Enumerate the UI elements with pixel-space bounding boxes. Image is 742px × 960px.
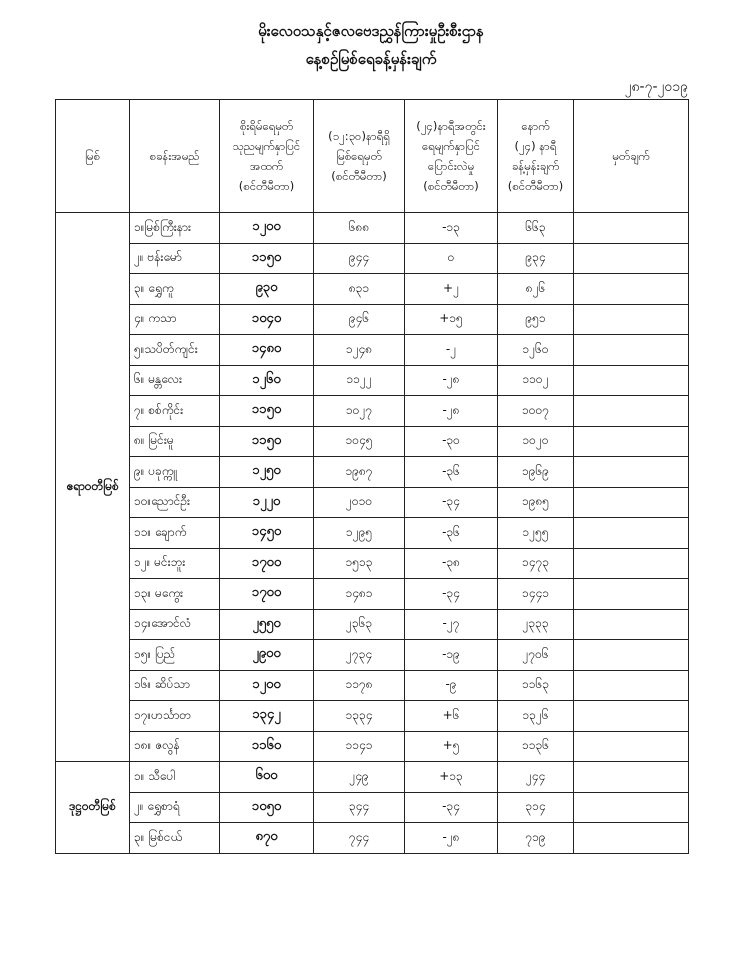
remark-cell [574,670,689,701]
observed-cell: ၁၃၃၄ [314,701,405,732]
observed-cell: ၂၄၉ [314,762,405,793]
danger-cell: ၉၃၀ [220,274,314,305]
observed-cell: ၂၇၃၄ [314,640,405,671]
forecast-cell: ၉၃၄ [498,243,574,274]
danger-cell: ၈၇၀ [220,823,314,854]
change-cell: ၀ [405,243,498,274]
remark-cell [574,548,689,579]
header-line: (စင်တီမီတာ) [238,179,295,193]
observed-cell: ၁၂၄၈ [314,335,405,366]
forecast-cell: ၁၉၆၉ [498,457,574,488]
observed-cell: ၁၀၄၅ [314,426,405,457]
table-row [56,548,689,579]
observed-cell: ၁၀၂၇ [314,396,405,427]
forecast-cell: ၁၁၀၂ [498,365,574,396]
station-cell: ၁။မြစ်ကြီးနား [130,213,220,244]
observed-cell: ၇၄၄ [314,823,405,854]
forecast-cell: ၁၁၃၆ [498,731,574,762]
station-cell: ၁၆။ ဆိပ်သာ [130,670,220,701]
danger-cell: ၁၁၅၀ [220,396,314,427]
forecast-cell: ၁၂၅၅ [498,518,574,549]
forecast-cell: ၇၁၉ [498,823,574,854]
station-cell: ၄။ ကသာ [130,304,220,335]
header-line: (စင်တီမီတာ) [507,179,564,193]
observed-cell: ၁၅၁၃ [314,548,405,579]
table-row [56,701,689,732]
observed-cell: ၁၁၄၁ [314,731,405,762]
change-cell: -၃၆ [405,518,498,549]
table-header-row [56,100,689,213]
observed-cell: ၁၁၇၈ [314,670,405,701]
danger-cell: ၁၂၀၀ [220,670,314,701]
remark-cell [574,487,689,518]
table-row [56,518,689,549]
column-header-change [405,100,498,213]
remark-cell [574,762,689,793]
danger-cell: ၁၇၀၀ [220,579,314,610]
remark-cell [574,243,689,274]
change-cell: -၁၉ [405,640,498,671]
remark-cell [574,823,689,854]
observed-cell: ၉၄၄ [314,243,405,274]
column-header-remark: မှတ်ချက် [574,100,689,213]
header-line: (၂၄) နာရီ [514,139,557,153]
remark-cell [574,731,689,762]
column-header-danger [220,100,314,213]
danger-cell: ၁၂၅၀ [220,457,314,488]
table-row [56,396,689,427]
forecast-cell: ၆၆၃ [498,213,574,244]
change-cell: +၂ [405,274,498,305]
table-body [56,213,689,854]
station-cell: ၁၇။ဟင်္သာတ [130,701,220,732]
forecast-cell: ၁၁၆၃ [498,670,574,701]
danger-cell: ၁၄၅၀ [220,518,314,549]
observed-cell: ၉၄၆ [314,304,405,335]
danger-cell: ၂၉၀၀ [220,640,314,671]
change-cell: -၂၈ [405,365,498,396]
table-row [56,365,689,396]
station-cell: ၂။ ရွှေစာရံ [130,792,220,823]
remark-cell [574,365,689,396]
header-line: (၂၄)နာရီအတွင်း [416,119,486,133]
remark-cell [574,396,689,427]
table-row [56,304,689,335]
table-row [56,640,689,671]
station-cell: ၁၁။ ချောက် [130,518,220,549]
danger-cell: ၁၂၀၀ [220,213,314,244]
table-row [56,213,689,244]
danger-cell: ၂၅၅၀ [220,609,314,640]
forecast-table [55,99,689,854]
change-cell: -၃၄ [405,487,498,518]
station-cell: ၆။ မန္တလေး [130,365,220,396]
header-line: (၁၂:၃၀)နာရီရှိ [328,129,390,143]
column-header-river: မြစ် [56,100,130,213]
river-name-cell: ဧရာဝတီမြစ် [56,213,130,762]
table-row [56,609,689,640]
change-cell: -၉ [405,670,498,701]
table-row [56,487,689,518]
observed-cell: ၃၄၄ [314,792,405,823]
remark-cell [574,792,689,823]
table-row [56,762,689,793]
danger-cell: ၁၂၆၀ [220,365,314,396]
danger-cell: ၁၂၂၀ [220,487,314,518]
change-cell: -၂ [405,335,498,366]
table-row [56,457,689,488]
remark-cell [574,213,689,244]
table-row [56,335,689,366]
document-title: မိုးလေဝသနှင့်ဇလဗေဒညွှန်ကြားမှုဦးစီးဌာန [258,22,484,40]
danger-cell: ၁၄၈၀ [220,335,314,366]
table-row [56,243,689,274]
header-line: (စင်တီမီတာ) [331,169,387,183]
station-cell: ၁၄။အောင်လံ [130,609,220,640]
station-cell: ၅။သပိတ်ကျင်း [130,335,220,366]
remark-cell [574,304,689,335]
forecast-cell: ၈၂၆ [498,274,574,305]
table-row [56,823,689,854]
danger-cell: ၁၁၅၀ [220,243,314,274]
observed-cell: ၂၃၆၃ [314,609,405,640]
header-line: ခန့်မှန်းချက် [511,159,560,173]
forecast-cell: ၃၁၄ [498,792,574,823]
station-cell: ၇။ စစ်ကိုင်း [130,396,220,427]
danger-cell: ၁၀၄၀ [220,304,314,335]
remark-cell [574,335,689,366]
danger-cell: ၁၀၅၀ [220,792,314,823]
danger-cell: ၁၃၄၂ [220,701,314,732]
forecast-cell: ၁၄၇၃ [498,548,574,579]
observed-cell: ၁၉၈၇ [314,457,405,488]
forecast-cell: ၁၀၀၇ [498,396,574,427]
remark-cell [574,640,689,671]
column-header-observed [314,100,405,213]
change-cell: -၃၄ [405,792,498,823]
forecast-cell: ၁၂၆၀ [498,335,574,366]
station-cell: ၁၅။ ပြည် [130,640,220,671]
forecast-cell: ၂၃၃၃ [498,609,574,640]
forecast-cell: ၁၃၂၆ [498,701,574,732]
observed-cell: ၈၃၁ [314,274,405,305]
remark-cell [574,426,689,457]
change-cell: -၂၇ [405,609,498,640]
change-cell: -၃၆ [405,457,498,488]
table-row [56,792,689,823]
change-cell: +၁၅ [405,304,498,335]
remark-cell [574,579,689,610]
danger-cell: ၁၁၅၀ [220,426,314,457]
document-date: ၂၈-၇-၂၀၁၉ [624,79,688,95]
change-cell: -၁၃ [405,213,498,244]
forecast-cell: ၂၇၀၆ [498,640,574,671]
remark-cell [574,701,689,732]
remark-cell [574,457,689,488]
table-row [56,670,689,701]
station-cell: ၈။ မြင်းမူ [130,426,220,457]
forecast-cell: ၂၄၄ [498,762,574,793]
change-cell: -၃၈ [405,548,498,579]
station-cell: ၃။ မြစ်ငယ် [130,823,220,854]
change-cell: +၁၃ [405,762,498,793]
table-row [56,579,689,610]
station-cell: ၁။ သီပေါ [130,762,220,793]
change-cell: -၂၈ [405,396,498,427]
table-row [56,274,689,305]
header-line: မြစ်ရေမှတ် [336,149,382,163]
forecast-cell: ၉၅၁ [498,304,574,335]
document-subtitle: နေ့စဉ်မြစ်ရေခန့်မှန်းချက် [305,50,437,68]
station-cell: ၁၀။ညောင်ဦး [130,487,220,518]
danger-cell: ၆၀၀ [220,762,314,793]
danger-cell: ၁၁၆၀ [220,731,314,762]
table-row [56,426,689,457]
observed-cell: ၆၈၈ [314,213,405,244]
remark-cell [574,274,689,305]
station-cell: ၂။ ဗန်းမော် [130,243,220,274]
remark-cell [574,518,689,549]
table-row [56,731,689,762]
column-header-station: စခန်းအမည် [130,100,220,213]
header-line: ပြောင်းလဲမှု [427,159,475,173]
forecast-cell: ၁၄၄၁ [498,579,574,610]
river-name-cell: ဒုဋ္ဌဝတီမြစ် [56,762,130,854]
forecast-cell: ၁၀၂၀ [498,426,574,457]
change-cell: -၃၄ [405,579,498,610]
header-line: ရေမျက်နှာပြင် [421,139,481,153]
header-line: သုညမျက်နှာပြင် [232,139,301,153]
station-cell: ၉။ ပခုက္ကူ [130,457,220,488]
observed-cell: ၁၄၈၁ [314,579,405,610]
change-cell: +၅ [405,731,498,762]
header-line: အထက် [250,159,283,173]
station-cell: ၁၈။ ဇလွန် [130,731,220,762]
station-cell: ၃။ ရွှေကူ [130,274,220,305]
change-cell: +၆ [405,701,498,732]
observed-cell: ၁၁၂၂ [314,365,405,396]
change-cell: -၂၈ [405,823,498,854]
observed-cell: ၁၂၉၅ [314,518,405,549]
header-line: နောက် [521,119,550,133]
station-cell: ၁၂။ မင်းဘူး [130,548,220,579]
observed-cell: ၂၀၁၀ [314,487,405,518]
danger-cell: ၁၇၀၀ [220,548,314,579]
header-line: စိုးရိမ်ရေမှတ် [239,119,294,133]
column-header-forecast [498,100,574,213]
forecast-cell: ၁၉၈၅ [498,487,574,518]
header-line: (စင်တီမီတာ) [423,179,479,193]
change-cell: -၃၀ [405,426,498,457]
station-cell: ၁၃။ မကွေး [130,579,220,610]
remark-cell [574,609,689,640]
